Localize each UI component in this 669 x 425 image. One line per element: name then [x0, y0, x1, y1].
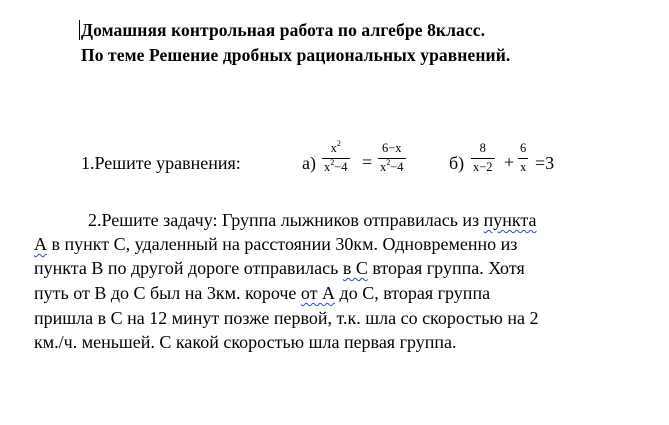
equals-three: =3 [535, 153, 555, 173]
fraction-denominator: $x^2-4$ [324, 157, 348, 174]
fraction-a-left [322, 139, 350, 174]
fraction-numerator: 6−x [382, 141, 402, 155]
task2-line-6: км./ч. меньшей. С какой скоростью шла первая группа. [34, 332, 457, 352]
plus-sign: + [504, 152, 515, 172]
text-cursor [79, 20, 80, 40]
fraction-b-second [518, 142, 528, 173]
fraction-b-first [471, 142, 495, 173]
task1-b-label: б) [449, 153, 465, 173]
task2-line-2: А в пункт С, удаленный на расстоянии 30км. Одновременно из [34, 234, 518, 254]
task1-a-label: а) [302, 153, 316, 173]
fraction-numerator: $x^2$ [330, 139, 341, 155]
fraction-bar [471, 158, 495, 159]
fraction-bar [518, 158, 528, 159]
fraction-numerator: 8 [479, 141, 486, 155]
fraction-a-right [378, 142, 406, 173]
fraction-denominator: $x^2-4$ [380, 157, 404, 174]
fraction-bar [378, 158, 406, 159]
task2-line-4: путь от В до С был на 3км. короче от А до С, вторая группа [34, 283, 491, 303]
task2-line-1: 2.Решите задачу: Группа лыжников отправилась из пункта [88, 210, 537, 230]
equals-sign: = [362, 152, 373, 172]
fraction-numerator: 6 [520, 141, 527, 155]
fraction-denominator: x−2 [473, 159, 493, 174]
task2-line-3: пункта В по другой дороге отправилась в С вторая группа. Хотя [34, 258, 525, 278]
document-title: Домашняя контрольная работа по алгебре 8класс. [81, 20, 486, 40]
fraction-bar [322, 158, 350, 159]
fraction-denominator: x [520, 159, 527, 174]
task1-label: 1.Решите уравнения: [81, 153, 241, 173]
document-subtitle: По теме Решение дробных рациональных уравнений. [81, 45, 511, 65]
task2-line-5: пришла в С на 12 минут позже первой, т.к. шла со скоростью на 2 [34, 308, 539, 328]
